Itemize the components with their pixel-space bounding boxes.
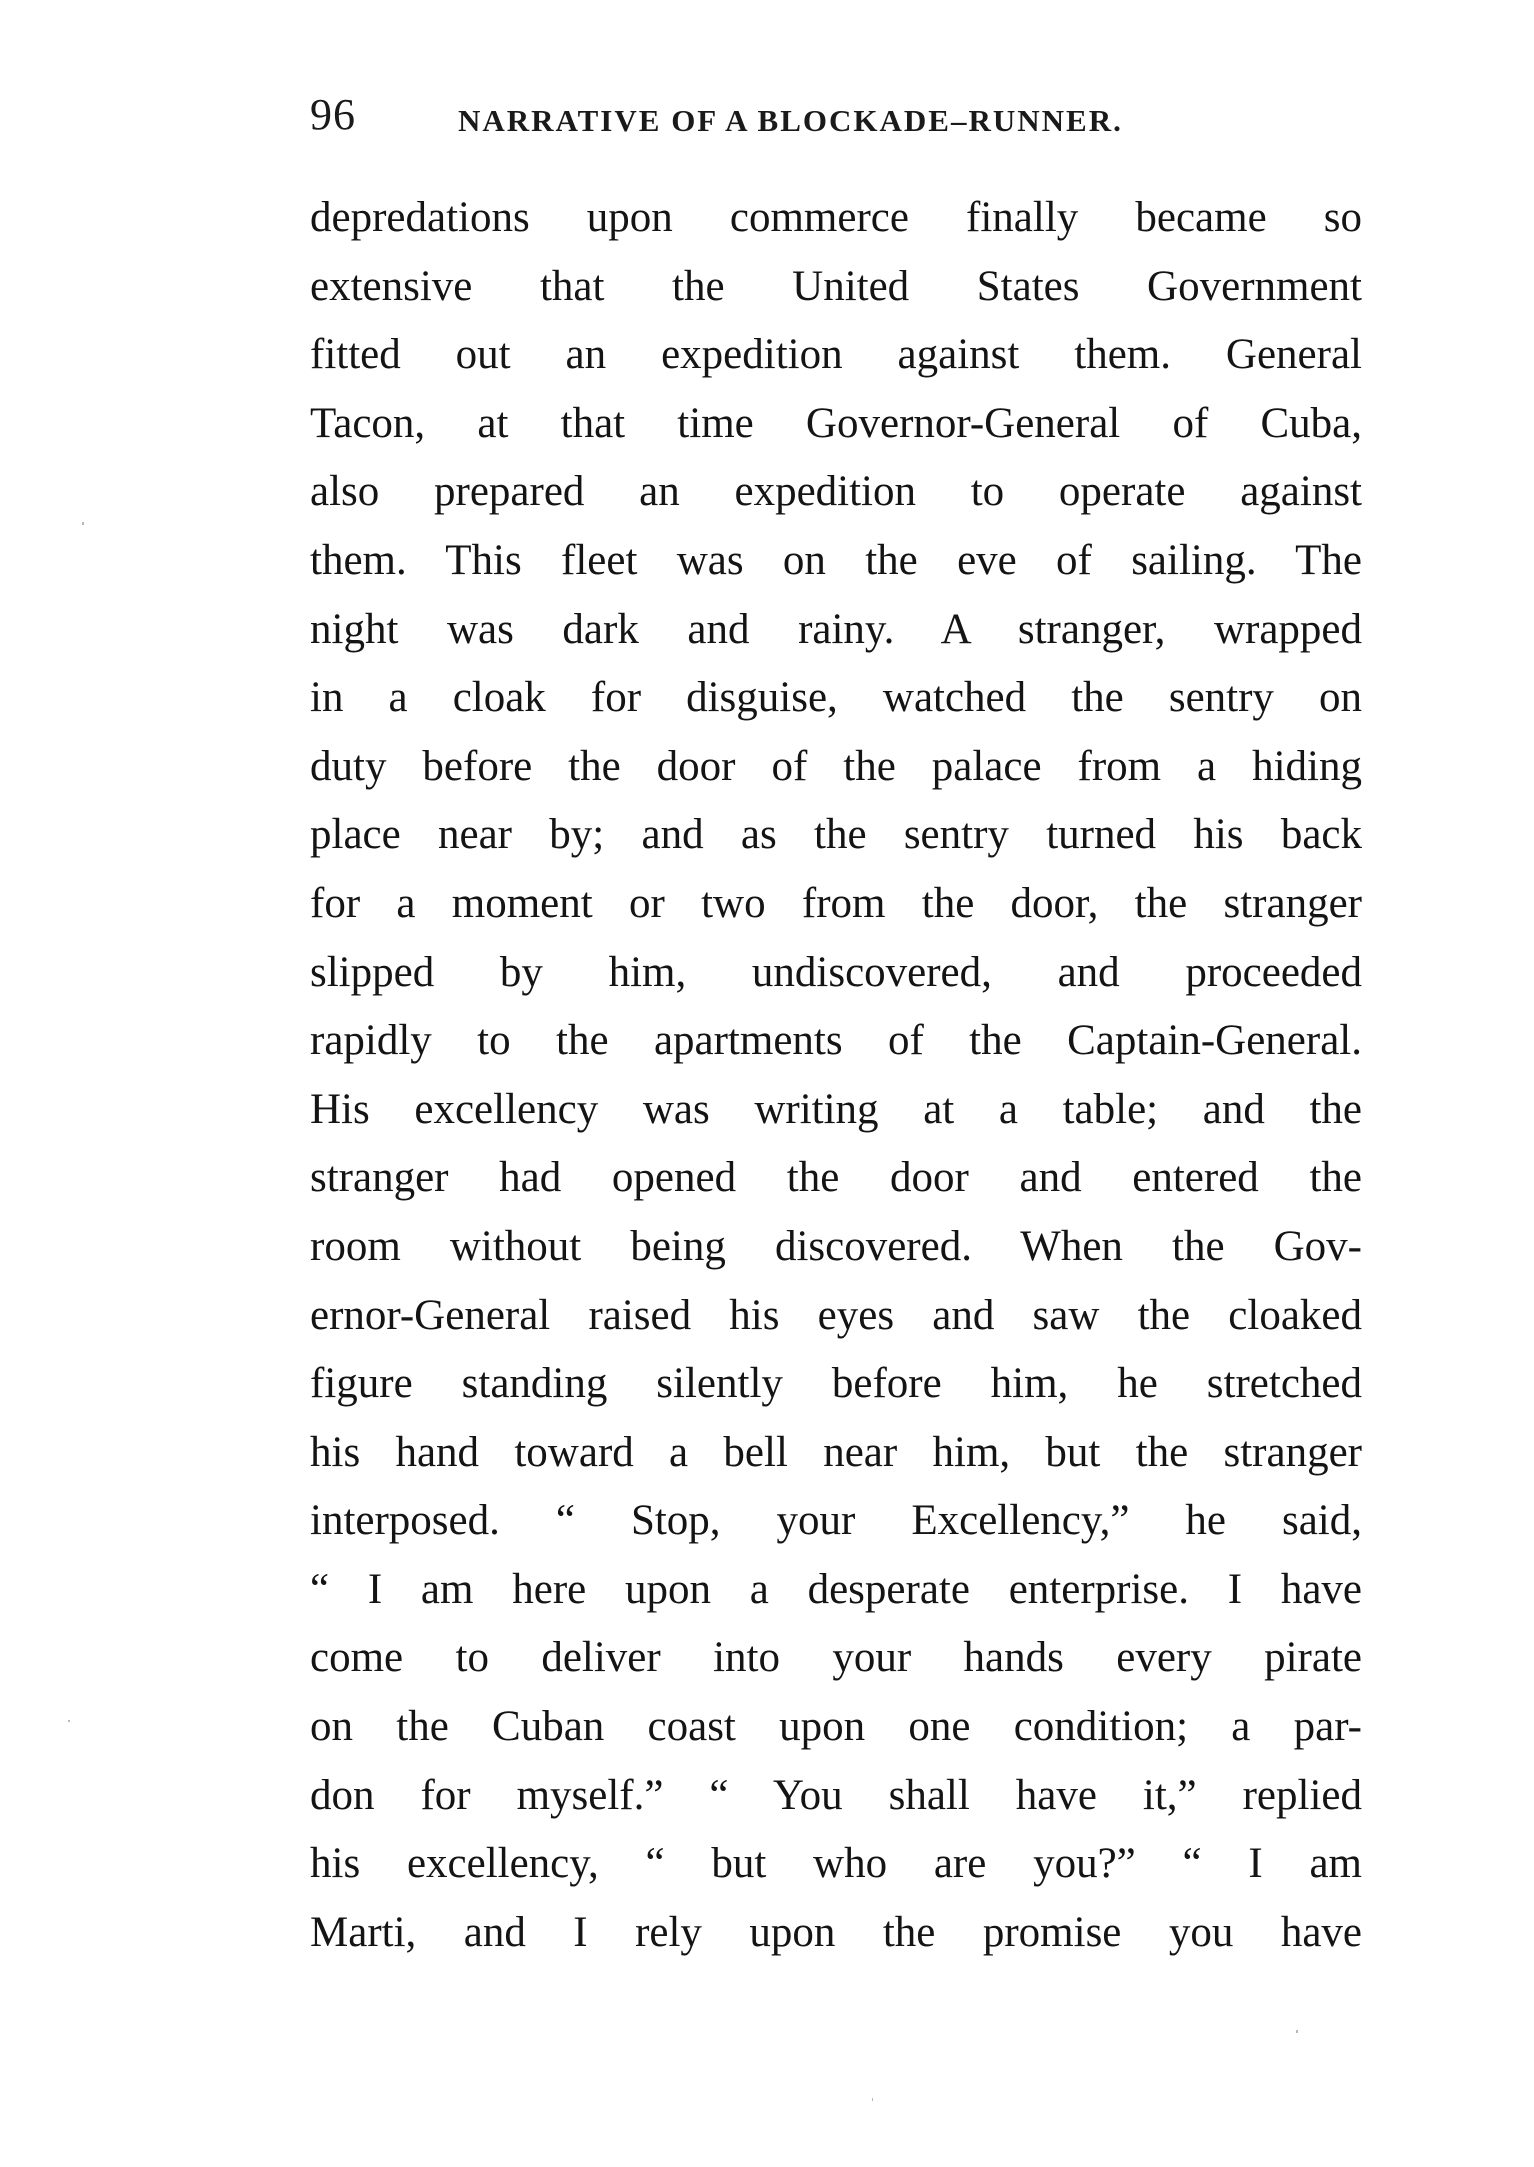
running-header — [310, 80, 1360, 150]
text-line: them. This fleet was on the eve of sailing. The — [310, 536, 1362, 584]
paper-speck — [872, 2098, 873, 2101]
text-line: place near by; and as the sentry turned his back — [310, 811, 1362, 859]
text-line: night was dark and rainy. A stranger, wrapped — [310, 605, 1362, 653]
text-line: interposed. “ Stop, your Excellency,” he said, — [310, 1497, 1362, 1545]
text-line: for a moment or two from the door, the stranger — [310, 879, 1362, 927]
paper-speck — [1296, 2030, 1298, 2033]
text-line: don for myself.” “ You shall have it,” replied — [310, 1771, 1362, 1819]
text-line: on the Cuban coast upon one condition; a par- — [310, 1703, 1362, 1751]
paper-speck — [82, 522, 84, 525]
text-line: figure standing silently before him, he stretched — [310, 1360, 1362, 1408]
text-line: duty before the door of the palace from a hiding — [310, 742, 1362, 790]
text-line: his excellency, “ but who are you?” “ I am — [310, 1840, 1362, 1888]
text-line: Tacon, at that time Governor-General of Cuba, — [310, 399, 1362, 447]
paper-speck — [68, 1720, 70, 1722]
text-line: His excellency was writing at a table; and the — [310, 1085, 1362, 1133]
text-line: also prepared an expedition to operate against — [310, 468, 1362, 516]
page-number: 96 — [310, 90, 356, 139]
text-line: rapidly to the apartments of the Captain-General. — [310, 1017, 1362, 1065]
text-line: in a cloak for disguise, watched the sentry on — [310, 674, 1362, 722]
text-line: fitted out an expedition against them. General — [310, 331, 1362, 379]
body-text — [310, 184, 1362, 1967]
text-line: stranger had opened the door and entered the — [310, 1154, 1362, 1202]
text-line: Marti, and I rely upon the promise you have — [310, 1908, 1362, 1956]
running-title: NARRATIVE OF A BLOCKADE–RUNNER. — [458, 103, 1123, 138]
text-line: “ I am here upon a desperate enterprise. I have — [310, 1565, 1362, 1613]
text-line: ernor-General raised his eyes and saw the cloaked — [310, 1291, 1362, 1339]
text-line: extensive that the United States Government — [310, 262, 1362, 310]
text-line: depredations upon commerce finally became so — [310, 194, 1362, 241]
text-line: come to deliver into your hands every pirate — [310, 1634, 1362, 1682]
text-line: room without being discovered. When the Gov- — [310, 1222, 1362, 1270]
text-line: his hand toward a bell near him, but the stranger — [310, 1428, 1362, 1476]
text-line: slipped by him, undiscovered, and proceeded — [310, 948, 1362, 996]
